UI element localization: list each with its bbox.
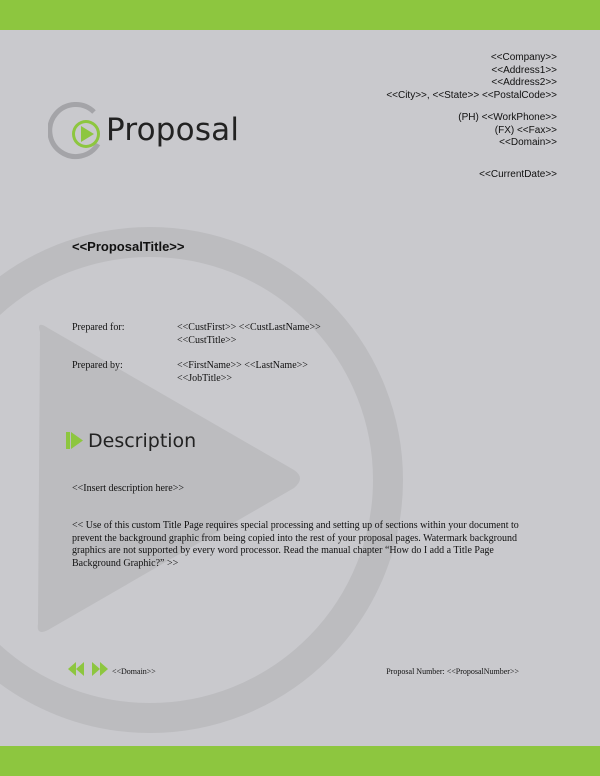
footer-nav-icons [68,662,110,676]
prepared-by-label: Prepared by: [72,360,123,371]
address-line-1: <<Address1>> [491,64,557,76]
description-heading: Description [88,430,197,452]
work-phone: (PH) <<WorkPhone>> [458,112,557,123]
document-title: Proposal [106,112,240,148]
section-marker-icon [66,432,83,449]
play-circle-icon [48,100,108,160]
proposal-title: <<ProposalTitle>> [72,239,185,254]
title-page-note: << Use of this custom Title Page requires special processing and setting up of sections within your document to prevent the background graphic from being copied into the rest of your proposal pages. Watermark background graphics are not supported by every word processor. Read the manual chapter “How do I add a Title Page Background Graphic?” >> [72,520,519,569]
address-line-2: <<Address2>> [491,77,557,88]
customer-name: <<CustFirst>> <<CustLastName>> [177,322,321,333]
fast-forward-icon [92,662,108,676]
customer-title: <<CustTitle>> [177,334,237,346]
prepared-by-value [177,360,377,385]
description-placeholder: <<Insert description here>> [72,483,184,494]
rewind-icon [68,662,84,676]
footer-domain: <<Domain>> [112,667,156,676]
current-date: <<CurrentDate>> [479,168,557,180]
author-job-title: <<JobTitle>> [177,372,232,384]
author-name: <<FirstName>> <<LastName>> [177,360,308,371]
fax-number: (FX) <<Fax>> [494,124,557,136]
company-address-block [386,52,557,181]
company-domain: <<Domain>> [499,137,557,148]
proposal-number: Proposal Number: <<ProposalNumber>> [386,667,519,676]
company-name: <<Company>> [490,52,557,63]
prepared-for-label: Prepared for: [72,322,125,333]
city-state-zip: <<City>>, <<State>> <<PostalCode>> [386,89,557,101]
prepared-for-value [177,322,377,347]
